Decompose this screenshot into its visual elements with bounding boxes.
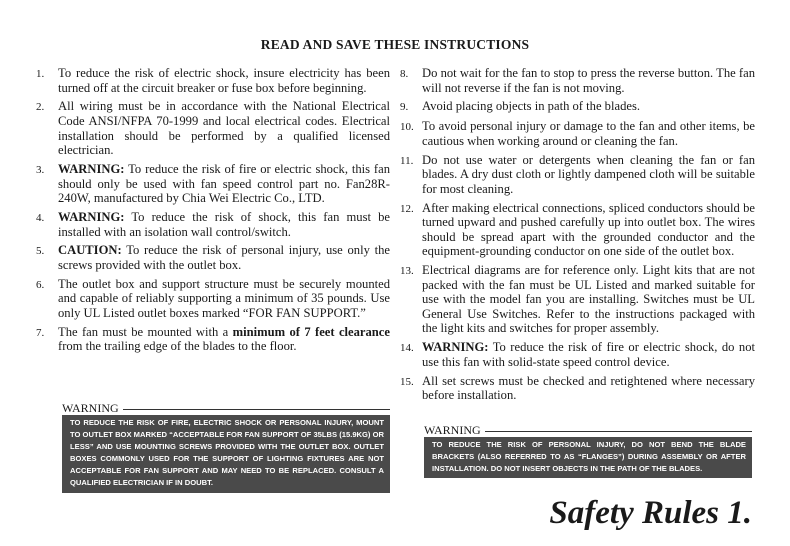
item-bold-label: CAUTION: — [58, 243, 122, 258]
item-text: To avoid personal injury or damage to the fan and other items, be cautious when working around or cleaning the fan. — [422, 119, 755, 148]
item-number: 11. — [400, 154, 414, 167]
item-number: 7. — [36, 326, 45, 339]
item-text: To reduce the risk of fire or electric shock, this fan should only be used with fan speed control part no. Fan28R-240W, manufactured by Chia Wei Electric Co., LTD. — [58, 161, 390, 206]
warning-rule — [485, 431, 752, 432]
list-item — [400, 201, 755, 259]
page-title: READ AND SAVE THESE INSTRUCTIONS — [260, 37, 530, 52]
warning-box-left — [62, 402, 390, 493]
item-text: Avoid placing objects in path of the blades. — [422, 99, 641, 114]
list-item — [400, 153, 755, 197]
item-text: To reduce the risk of fire or electric shock, do not use this fan with solid-state speed control device. — [422, 340, 756, 369]
item-text: from the trailing edge of the blades to the floor. — [58, 339, 297, 354]
list-item — [36, 210, 390, 239]
instructions-right-column — [400, 66, 755, 407]
item-number: 3. — [36, 163, 45, 176]
item-text: All wiring must be in accordance with the National Electrical Code ANSI/NFPA 70-1999 and local electrical codes. Electrical installation should be performed by a qualified licensed electrician. — [58, 99, 390, 158]
item-text: To reduce the risk of electric shock, insure electricity has been turned off at the circuit breaker or fuse box before beginning. — [58, 66, 390, 95]
item-number: 13. — [400, 265, 414, 278]
item-number: 6. — [36, 278, 45, 291]
list-item — [36, 325, 390, 354]
item-number: 5. — [36, 245, 45, 258]
section-footer-title: Safety Rules 1. — [549, 495, 752, 531]
list-item — [36, 277, 390, 321]
list-item — [400, 263, 755, 336]
item-text: To reduce the risk of personal injury, use only the screws provided with the outlet box. — [58, 243, 390, 272]
item-text: The outlet box and support structure must be securely mounted and capable of reliably supporting a minimum of 35 pounds. Use only UL Listed outlet boxes marked “FOR FAN SUPPORT.” — [58, 276, 390, 320]
warning-heading: WARNING — [424, 423, 481, 437]
list-item — [400, 119, 755, 148]
item-bold-label: WARNING: — [58, 161, 125, 176]
item-number: 12. — [400, 202, 414, 215]
item-number: 4. — [36, 211, 45, 224]
item-bold-label: minimum of 7 feet clearance — [232, 324, 390, 339]
item-number: 14. — [400, 342, 414, 355]
item-text: Do not wait for the fan to stop to press the reverse button. The fan will not reverse if the fan is not moving. — [422, 66, 755, 95]
item-bold-label: WARNING: — [58, 209, 125, 224]
list-item — [400, 340, 755, 369]
warning-text: TO REDUCE THE RISK OF FIRE, ELECTRIC SHOCK OR PERSONAL INJURY, MOUNT TO OUTLET BOX MARKED “ACCEPTABLE FOR FAN SUPPORT OF 35LBS (15.9KG) OR LESS” AND USE MOUNTING SCREWS PROVIDED WITH THE OUTLET BOX. OUTLET BOXES COMMONLY USED FOR THE SUPPORT OF LIGHTING FIXTURES ARE NOT ACCEPTABLE FOR FAN SUPPORT AND MAY NEED TO BE REPLACED. CONSULT A QUALIFIED ELECTRICIAN IF IN DOUBT. — [62, 415, 390, 493]
list-item — [36, 66, 390, 95]
list-item — [36, 162, 390, 206]
item-number: 1. — [36, 68, 45, 80]
list-item — [400, 374, 755, 403]
item-number: 2. — [36, 101, 45, 114]
item-text: Do not use water or detergents when cleaning the fan or fan blades. A dry dust cloth or lightly dampened cloth will be suitable for most cleaning. — [422, 152, 755, 196]
item-text-pre: The fan must be mounted with a — [58, 324, 229, 339]
item-number: 15. — [400, 375, 414, 388]
warning-box-right — [424, 424, 752, 478]
instructions-left-column — [36, 66, 390, 358]
item-text: Electrical diagrams are for reference only. Light kits that are not packed with the fan must be UL Listed and marked suitable for use with the model fan you are installing. Switches must be UL General Use Switches. Refer to the instructions packaged with the light kits and switches for proper assembly. — [422, 263, 755, 336]
list-item — [400, 99, 755, 115]
list-item — [400, 66, 755, 95]
item-text: All set screws must be checked and retightened where necessary before installation. — [422, 373, 755, 403]
warning-text: TO REDUCE THE RISK OF PERSONAL INJURY, DO NOT BEND THE BLADE BRACKETS (ALSO REFERRED TO AS “FLANGES”) DURING ASSEMBLY OR AFTER INSTALLATION. DO NOT INSERT OBJECTS IN THE PATH OF THE BLADES. — [424, 437, 752, 478]
item-number: 8. — [400, 68, 409, 80]
list-item — [36, 99, 390, 157]
list-item — [36, 243, 390, 272]
warning-rule — [123, 409, 390, 410]
item-text: To reduce the risk of shock, this fan must be installed with an isolation wall control/switch. — [58, 209, 390, 239]
item-text: After making electrical connections, spliced conductors should be turned upward and pushed carefully up into outlet box. The wires should be spread apart with the grounded conductor and the equipment-grounding conductor on one side of the outlet box. — [422, 200, 755, 259]
item-number: 9. — [400, 101, 409, 114]
item-bold-label: WARNING: — [422, 340, 489, 355]
item-number: 10. — [400, 121, 414, 134]
warning-heading: WARNING — [62, 401, 119, 415]
